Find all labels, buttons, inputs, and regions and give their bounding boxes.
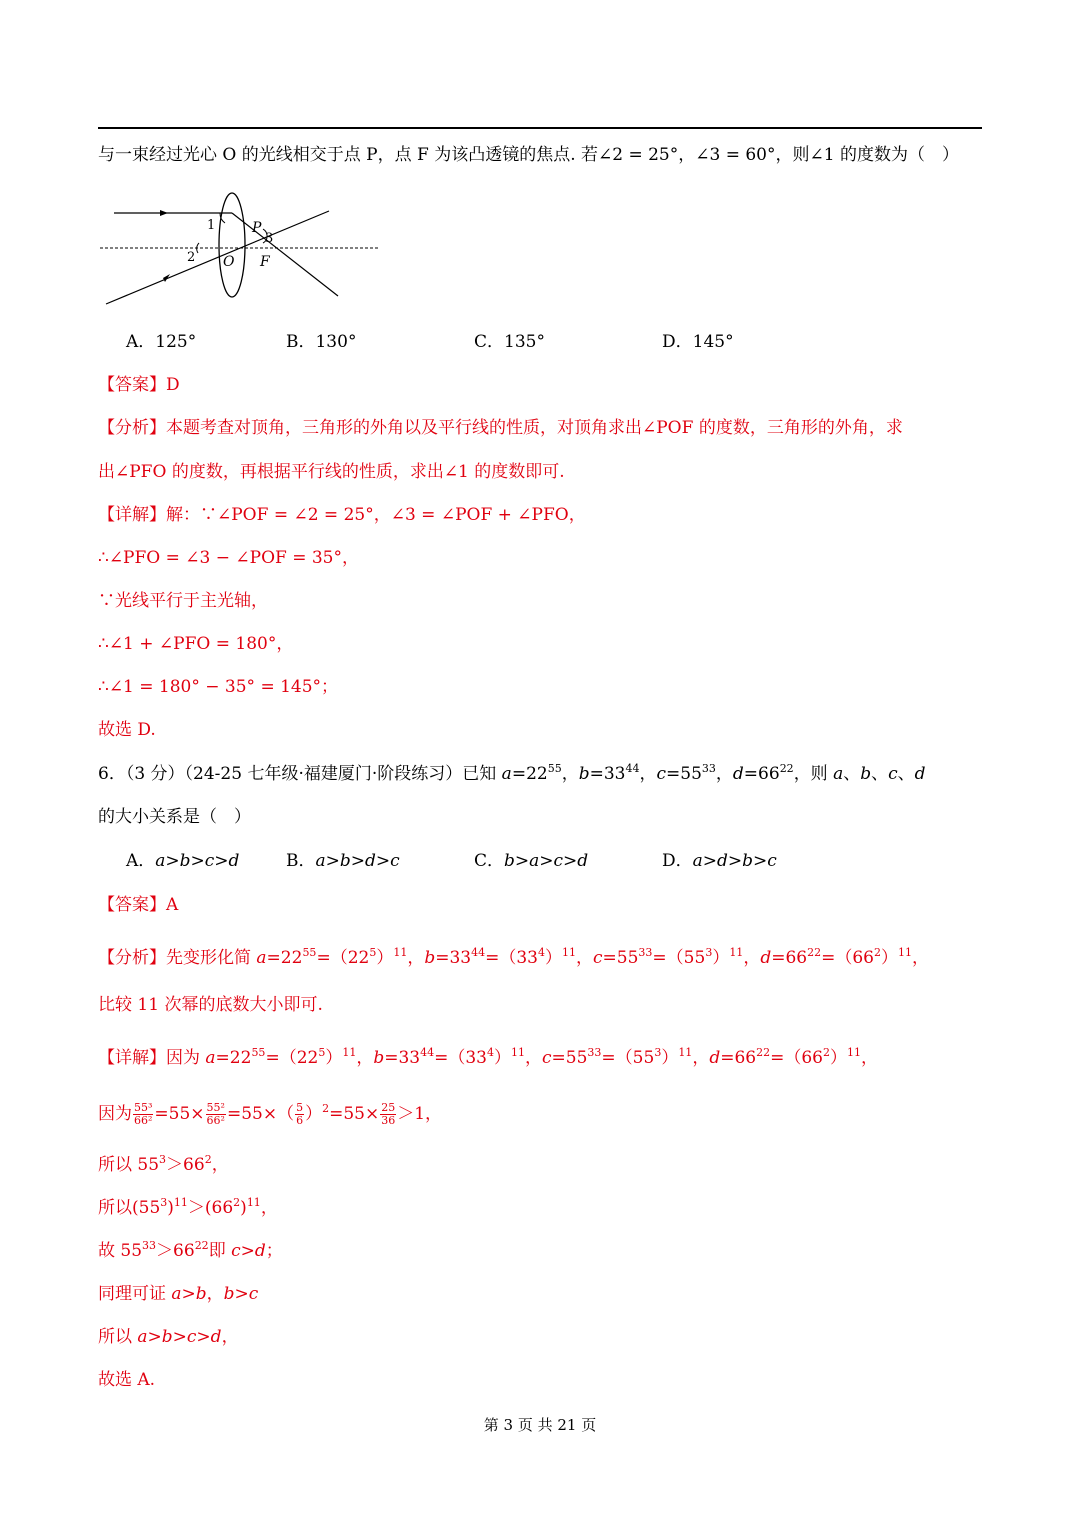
q5-answer: 【答案】D bbox=[98, 375, 180, 395]
page-footer: 第 3 页 共 21 页 bbox=[483, 1416, 597, 1434]
q5-detail-line2: ∴∠PFO = ∠3 − ∠POF = 35°， bbox=[98, 548, 359, 568]
fraction: $\frac{5}{6}$ bbox=[296, 1101, 304, 1127]
label-3: 3 bbox=[265, 231, 274, 246]
q6-detail-line8: 故选 A. bbox=[98, 1370, 156, 1390]
q5-detail-line5: ∴∠1 = 180° − 35° = 145°； bbox=[98, 677, 339, 697]
label-1: 1 bbox=[207, 218, 216, 233]
fraction: $\frac{25}{36}$ bbox=[381, 1101, 396, 1127]
q5-detail-line1: 【详解】解：∵∠POF = ∠2 = 25°，∠3 = ∠POF + ∠PFO， bbox=[98, 505, 586, 525]
q6-detail-line3: 所以 $55^3>66^2$， bbox=[98, 1153, 229, 1175]
q5-detail-line3: ∵光线平行于主光轴， bbox=[98, 591, 268, 611]
q6-answer: 【答案】A bbox=[98, 895, 179, 915]
label-2: 2 bbox=[187, 250, 196, 265]
q6-detail-line7: 所以 a>b>c>d， bbox=[98, 1327, 239, 1347]
q6-option-a: A．a>b>c>d bbox=[126, 851, 240, 871]
q6-analysis-line2: 比较 11 次幂的底数大小即可. bbox=[98, 995, 323, 1015]
q6-option-b: B．a>b>d>c bbox=[286, 851, 400, 871]
q6-option-d: D．a>d>b>c bbox=[662, 851, 777, 871]
q5-option-d: D．145° bbox=[662, 332, 734, 352]
q5-analysis-line2: 出∠PFO 的度数，再根据平行线的性质，求出∠1 的度数即可. bbox=[98, 462, 565, 482]
convex-lens bbox=[219, 193, 245, 297]
q6-detail-line2: 因为 $\frac{\text{55³}}{\text{66²}}$ =55× $\frac{\text{55²}}{\text{66²}}$ =55×（ $\frac{5}{6}$ ）$^2$=55× $\frac{25}{36}$ ＞1， bbox=[98, 1101, 443, 1127]
q5-detail-line4: ∴∠1 + ∠PFO = 180°， bbox=[98, 634, 294, 654]
q6-option-c: C．b>a>c>d bbox=[474, 851, 589, 871]
q5-option-c: C．135° bbox=[474, 332, 545, 352]
q6-stem-line2: 的大小关系是（ ） bbox=[98, 807, 251, 827]
arrow-icon bbox=[160, 210, 168, 216]
q5-option-a: A．125° bbox=[126, 332, 197, 352]
label-O: O bbox=[223, 254, 235, 270]
q6-stem-line1: 6．（3 分）（24-25 七年级·福建厦门·阶段练习）已知 $a=22^{55}$，$b=33^{44}$，$c=55^{33}$，$d=66^{22}$，则 a、b、c、d bbox=[98, 762, 926, 784]
fraction: $\frac{\text{55³}}{\text{66²}}$ bbox=[134, 1101, 153, 1127]
q6-detail-line1: 【详解】因为 $a=22^{55}=(22^5)^{11}$，$b=33^{44}=(33^4)^{11}$，$c=55^{33}=(55^3)^{11}$，$d=66^{22}=(66^2)^{11}$， bbox=[98, 1046, 878, 1068]
q6-detail-line5: 故 $55^{33}>66^{22}$即 c>d； bbox=[98, 1239, 283, 1261]
optical-center-ray bbox=[106, 211, 329, 304]
q5-stem: 与一束经过光心 O 的光线相交于点 P，点 F 为该凸透镜的焦点. 若∠2 = 25°，∠3 = 60°，则∠1 的度数为（ ） bbox=[98, 145, 959, 165]
lens-diagram bbox=[100, 185, 390, 310]
q6-detail-line6: 同理可证 a>b，b>c bbox=[98, 1284, 259, 1304]
label-P: P bbox=[252, 220, 262, 236]
refracted-ray bbox=[232, 213, 338, 296]
fraction: $\frac{\text{55²}}{\text{66²}}$ bbox=[206, 1101, 225, 1127]
q5-option-b: B．130° bbox=[286, 332, 357, 352]
header-rule bbox=[98, 127, 982, 129]
q5-analysis-line1: 【分析】本题考查对顶角，三角形的外角以及平行线的性质，对顶角求出∠POF 的度数，三角形的外角，求 bbox=[98, 418, 903, 438]
q6-analysis-line1: 【分析】先变形化简 $a=22^{55}=(22^5)^{11}$，$b=33^{44}=(33^4)^{11}$，$c=55^{33}=(55^3)^{11}$，$d=66^{22}=(66^2)^{11}$， bbox=[98, 946, 929, 968]
label-F: F bbox=[260, 254, 270, 270]
q6-detail-line4: 所以$(55^3)^{11}>(66^2)^{11}$， bbox=[98, 1196, 278, 1218]
q5-detail-line6: 故选 D. bbox=[98, 720, 156, 740]
